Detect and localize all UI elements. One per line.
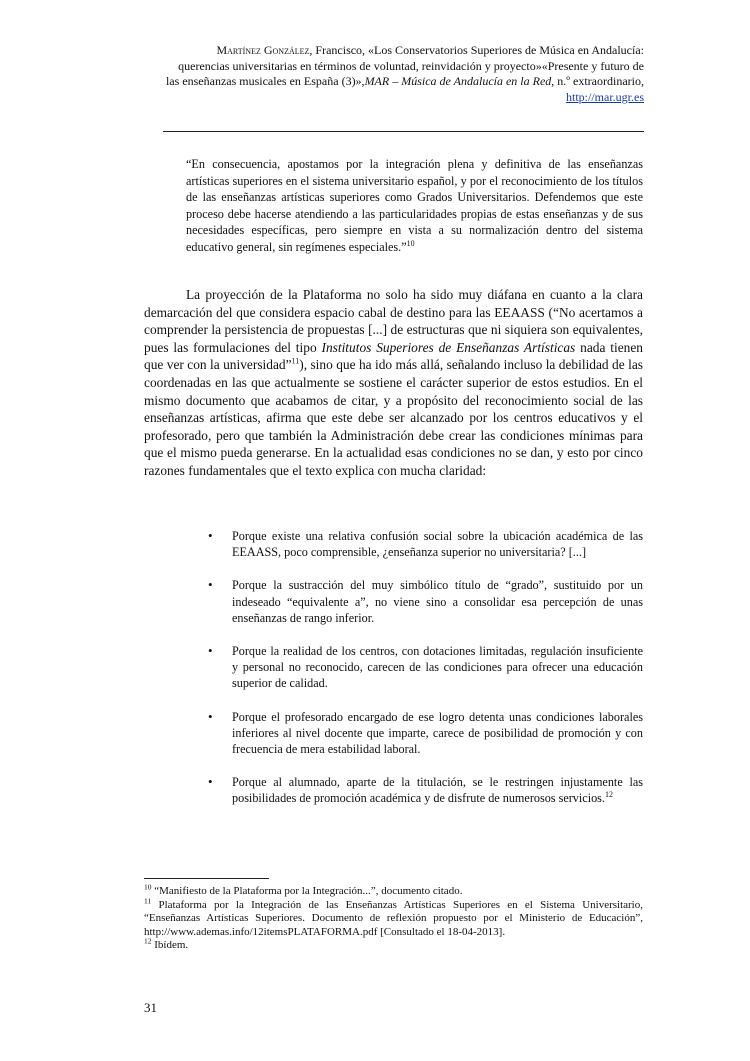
- quote-text: “En consecuencia, apostamos por la integración plena y definitiva de las enseñanzas artísticas superiores en el sistema universitario español, y por el reconocimiento de los títulos de las enseñanzas artísticas superiores como Grados Universitarios. Defendemos que este proceso debe hacerse atendiendo a las particularidades propias de estas enseñanzas y de sus necesidades específicas, pero siempre en vista a su normalización dentro del sistema educativo general, sin regímenes especiales.”: [186, 157, 643, 254]
- bullet-icon: •: [208, 643, 213, 659]
- list-item: [206, 528, 643, 560]
- header-line3-end: , n.º extraordinario,: [551, 74, 644, 88]
- footnote-number: 12: [144, 936, 152, 946]
- body-part2: nada tienen que ver con la universidad”: [144, 339, 643, 373]
- header-divider: [163, 131, 644, 132]
- footnote-10: [144, 882, 643, 899]
- footnote-text: Plataforma por la Integración de las Enseñanzas Artísticas Superiores en el Sistema Universitario, “Enseñanzas Artísticas Superiores. Documento de reflexión propuesto por el Ministerio de Educación”, http://www.ademas.info/12itemsPLATAFORMA.pdf [Consultado el 18-04-2013].: [144, 898, 643, 938]
- reasons-list: [206, 528, 643, 824]
- bullet-icon: •: [208, 577, 213, 593]
- body-part3: ), sino que ha ido más allá, señalando incluso la debilidad de las coordenadas en las que actualmente se sostiene el carácter superior de estos estudios. En el mismo documento que acabamos de citar, y a propósito del reconocimiento social de las enseñanzas artísticas, afirma que este debe ser alcanzado por los centros educativos y el profesorado, pero que también la Administración debe crear las condiciones mínimas para que el mismo pueda generarse. En la actualidad esas condiciones no se dan, y esto por cinco razones fundamentales que el texto explica con mucha claridad:: [144, 357, 643, 478]
- header-line2: querencias universitarias en términos de voluntad, reinvidación y proyecto»«Presente y futuro de: [178, 58, 644, 73]
- list-item: [206, 643, 643, 692]
- footnote-12: [144, 936, 643, 953]
- block-quote: [186, 156, 643, 256]
- header-line1: , Francisco, «Los Conservatorios Superiores de Música en Andalucía:: [309, 43, 644, 57]
- list-item-text: Porque la sustracción del muy simbólico título de “grado”, sustituido por un indeseado “equivalente a”, no viene sino a consolidar esa percepción de unas enseñanzas de rango inferior.: [232, 578, 643, 625]
- footnote-divider: [144, 878, 269, 879]
- body-italic-term: Institutos Superiores de Enseñanzas Artísticas: [321, 339, 576, 355]
- list-item: [206, 577, 643, 626]
- header-url-link[interactable]: http://mar.ugr.es: [566, 89, 644, 104]
- page-number: 31: [144, 1000, 157, 1015]
- bullet-icon: •: [208, 774, 213, 790]
- header-author: Martínez González: [216, 43, 310, 57]
- body-part1: La proyección de la Plataforma no solo ha sido muy diáfana en cuanto a la clara demarcación del que considera espacio cabal de destino para las EEAASS (“No acertamos a comprender la persistencia de propuestas [...] de estructuras que ni siquiera son equivalentes, pues las formulaciones del tipo: [144, 287, 643, 355]
- bullet-icon: •: [208, 528, 213, 543]
- header-journal: MAR – Música de Andalucía en la Red: [364, 74, 552, 88]
- footnote-number: 10: [144, 882, 152, 892]
- list-item: [206, 709, 643, 758]
- body-paragraph: [144, 286, 643, 480]
- header-line3-start: las enseñanzas musicales en España (3)»,: [165, 74, 365, 88]
- footnote-11: [144, 895, 643, 940]
- bullet-icon: •: [208, 708, 213, 724]
- list-item-text: Porque la realidad de los centros, con dotaciones limitadas, regulación insuficiente y personal no reconocido, carecen de las condiciones para ofrecer una educación superior de calidad.: [232, 644, 643, 691]
- list-footnote-ref[interactable]: 12: [604, 790, 613, 800]
- quote-footnote-ref[interactable]: 10: [406, 238, 415, 248]
- list-item-text: Porque el profesorado encargado de ese logro detenta unas condiciones laborales inferiores al nivel docente que imparte, carece de posibilidad de promoción y con frecuencia de mera estabilidad laboral.: [232, 709, 643, 757]
- list-item-text: Porque existe una relativa confusión social sobre la ubicación académica de las EEAASS, poco comprensible, ¿enseñanza superior no universitaria? [...]: [232, 529, 643, 560]
- list-item: [206, 774, 643, 806]
- footnotes: [144, 882, 643, 953]
- footnote-text: Ibídem.: [151, 939, 189, 952]
- running-header: [124, 43, 644, 105]
- footnote-text: “Manifiesto de la Plataforma por la Integración...”, documento citado.: [151, 885, 463, 897]
- list-item-text: Porque al alumnado, aparte de la titulación, se le restringen injustamente las posibilidades de promoción académica y de disfrute de numerosos servicios.: [232, 775, 643, 806]
- footnote-number: 11: [144, 895, 152, 905]
- body-footnote-ref[interactable]: 11: [291, 356, 300, 366]
